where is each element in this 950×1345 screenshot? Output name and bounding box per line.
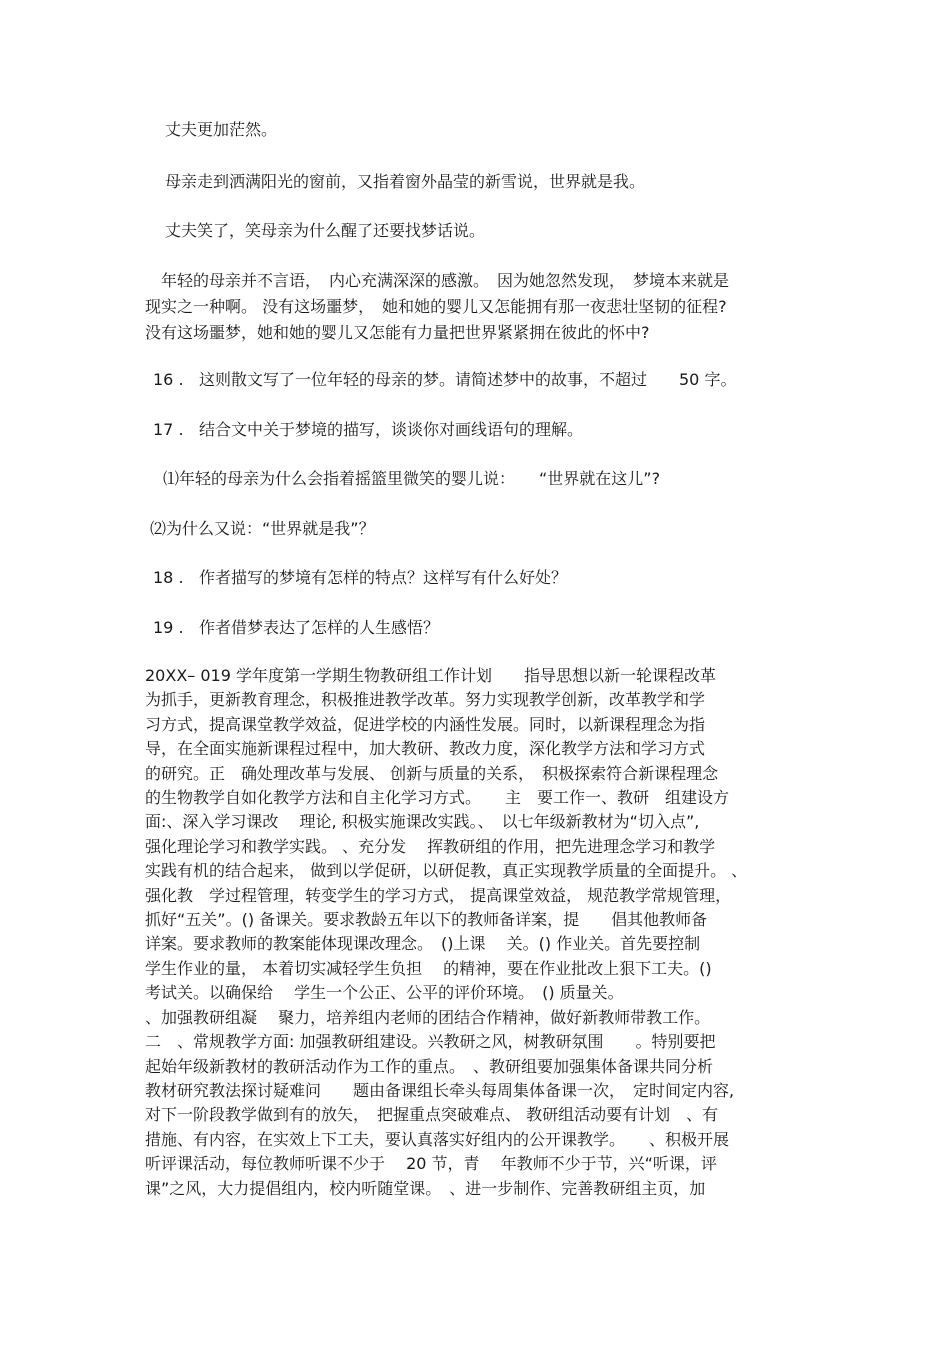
plan-line: 为抓手，更新教育理念，积极推进教学改革。努力实现教学创新，改革教学和学 bbox=[145, 690, 706, 710]
question-number: 17 . bbox=[153, 420, 184, 439]
plan-line: 起始年级新教材的教研活动作为工作的重点。 、教研组要加强集体备课共同分析 bbox=[145, 1056, 714, 1076]
plan-line: 教材研究教法探讨疑难问 题由备课组长牵头每周集体备课一次， 定时间定内容, bbox=[145, 1080, 735, 1100]
plan-line: 面:、深入学习课改 理论, 积极实施课改实践。、 以七年级新教材为“切入点”, bbox=[145, 812, 700, 832]
story-line: 没有这场噩梦，她和她的婴儿又怎能有力量把世界紧紧拥在彼此的怀中? bbox=[145, 323, 650, 342]
plan-line: 实践有机的结合起来， 做到以学促研，以研促教，真正实现教学质量的全面提升。 、 bbox=[145, 861, 748, 881]
plan-line: 的研究。正 确处理改革与发展、 创新与质量的关系， 积极探索符合新课程理念 bbox=[145, 763, 719, 783]
question-19 bbox=[153, 616, 439, 640]
plan-line: 详案。要求教师的教案能体现课改理念。 ()上课 关。() 作业关。首先要控制 bbox=[145, 934, 701, 954]
question-16 bbox=[153, 368, 736, 392]
question-text: 这则散文写了一位年轻的母亲的梦。请简述梦中的故事，不超过 50 字。 bbox=[199, 370, 737, 389]
question-text: 作者描写的梦境有怎样的特点？这样写有什么好处？ bbox=[199, 568, 568, 587]
plan-line: 、加强教研组凝 聚力，培养组内老师的团结合作精神，做好新教师带教工作。 bbox=[145, 1007, 711, 1027]
question-text: 作者借梦表达了怎样的人生感悟？ bbox=[199, 618, 440, 637]
plan-line: 习方式，提高课堂教学效益，促进学校的内涵性发展。同时，以新课程理念为指 bbox=[145, 714, 706, 734]
plan-line: 20XX– 019 学年度第一学期生物教研组工作计划 指导思想以新一轮课程改革 bbox=[145, 666, 716, 685]
plan-line: 课”之风，大力提倡组内，校内听随堂课。 、进一步制作、完善教研组主页，加 bbox=[145, 1178, 706, 1198]
plan-line: 学生作业的量， 本着切实减轻学生负担 的精神，要在作业批改上狠下工夫。() bbox=[145, 958, 712, 978]
sub-question-2: ⑵为什么又说：“世界就是我”？ bbox=[150, 519, 375, 538]
question-number: 19 . bbox=[153, 618, 184, 637]
plan-line: 措施、有内容，在实效上下工夫，要认真落实好组内的公开课教学。 、积极开展 bbox=[145, 1129, 730, 1149]
plan-line: 的生物教学自如化教学方法和自主化学习方式。 主 要工作一、教研 组建设方 bbox=[145, 788, 730, 808]
plan-line: 考试关。以确保给 学生一个公正、公平的评价环境。 () 质量关。 bbox=[145, 983, 624, 1003]
story-paragraph: 母亲走到洒满阳光的窗前，又指着窗外晶莹的新雪说，世界就是我。 bbox=[165, 172, 646, 191]
story-paragraph bbox=[145, 268, 810, 346]
plan-line: 抓好“五关”。() 备课关。要求教龄五年以下的教师备详案，提 倡其他教师备 bbox=[145, 910, 708, 930]
plan-line: 二 、常规教学方面: 加强教研组建设。兴教研之风，树教研氛围 。特别要把 bbox=[145, 1032, 716, 1052]
story-paragraph: 丈夫笑了，笑母亲为什么醒了还要找梦话说。 bbox=[165, 221, 486, 240]
story-paragraph: 丈夫更加茫然。 bbox=[165, 120, 278, 139]
plan-line: 听评课活动，每位教师听课不少于 20 节，青 年教师不少于节，兴“听课，评 bbox=[145, 1154, 717, 1174]
question-number: 16 . bbox=[153, 370, 184, 389]
plan-line: 强化教 学过程管理，转变学生的学习方式， 提高课堂效益， 规范教学常规管理， bbox=[145, 885, 732, 905]
story-line: 年轻的母亲并不言语， 内心充满深深的感激。 因为她忽然发现， 梦境本来就是 bbox=[145, 271, 730, 290]
question-18 bbox=[153, 566, 567, 590]
plan-line: 强化理论学习和教学实践。 、充分发 挥教研组的作用，把先进理念学习和教学 bbox=[145, 836, 716, 856]
question-17 bbox=[153, 418, 583, 442]
plan-line: 导，在全面实施新课程过程中，加大教研、教改力度，深化教学方法和学习方式 bbox=[145, 739, 706, 759]
story-line: 现实之一种啊。 没有这场噩梦， 她和她的婴儿又怎能拥有那一夜悲壮坚韧的征程? bbox=[145, 297, 727, 316]
sub-question-1: ⑴年轻的母亲为什么会指着摇篮里微笑的婴儿说： “世界就在这儿”? bbox=[163, 469, 661, 488]
question-text: 结合文中关于梦境的描写，谈谈你对画线语句的理解。 bbox=[199, 420, 584, 439]
question-number: 18 . bbox=[153, 568, 184, 587]
plan-line: 对下一阶段教学做到有的放矢， 把握重点突破难点、 教研组活动要有计划 、有 bbox=[145, 1105, 719, 1125]
work-plan-section bbox=[145, 664, 810, 1201]
